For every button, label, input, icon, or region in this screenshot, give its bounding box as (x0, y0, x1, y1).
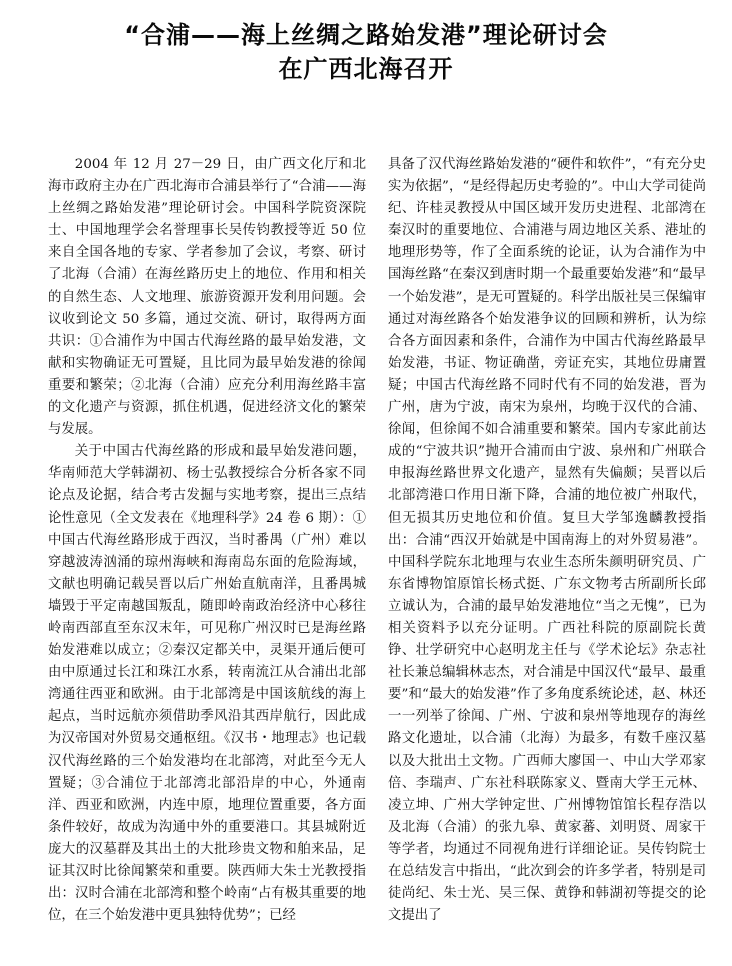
right-column (388, 154, 706, 954)
paragraph: 具备了汉代海丝路始发港的“硬件和软件”，“有充分史实为依据”，“是经得起历史考验的”。中山大学司徒尚纪、许桂灵教授从中国区域开发历史进程、北部湾在秦汉时的重要地位、合浦港与周边地区关系、港址的地理形势等，作了全面系统的论证，认为合浦作为中国海丝路“在秦汉到唐时期一个最重要始发港”和“最早一个始发港”，是无可置疑的。科学出版社吴三保编审通过对海丝路各个始发港争议的回顾和辨析，认为综合各方面因素和条件，合浦作为中国古代海丝路最早始发港，书证、物证确凿，旁证充实，其地位毋庸置疑；中国古代海丝路不同时代有不同的始发港，晋为广州，唐为宁波，南宋为泉州，均晚于汉代的合浦、徐闻，但徐闻不如合浦重要和繁荣。国内专家此前达成的“宁波共识”抛开合浦而由宁波、泉州和广州联合申报海丝路世界文化遗产，显然有失偏颇；吴晋以后北部湾港口作用日渐下降，合浦的地位被广州取代，但无损其历史地位和价值。复旦大学邹逸麟教授指出：合浦“西汉开始就是中国南海上的对外贸易港”。中国科学院东北地理与农业生态所朱颜明研究员、广东省博物馆原馆长杨式挺、广东文物考古所副所长邱立诚认为，合浦的最早始发港地位“当之无愧”，已为相关资料予以充分证明。广西社科院的原副院长黄铮、壮学研究中心赵明龙主任与《学术论坛》杂志社社长兼总编辑林志杰，对合浦是中国汉代“最早、最重要”和“最大的始发港”作了多角度系统论述，赵、林还一一列举了徐闻、广州、宁波和泉州等地现存的海丝路文化遗址，以合浦（北海）为最多，有数千座汉墓以及大批出土文物。广西师大廖国一、中山大学邓家倍、李瑞声、广东社科联陈家义、暨南大学王元林、凌立坤、广州大学钟定世、广州博物馆馆长程存浩以及北海（合浦）的张九皋、黄家蕃、刘明贤、周家干等学者，均通过不同视角进行详细论证。吴传钧院士在总结发言中指出，“此次到会的许多学者，特别是司徒尚纪、朱士光、吴三保、黄铮和韩湖初等提交的论文提出了 (388, 157, 706, 924)
paragraph: 2004 年 12 月 27－29 日，由广西文化厅和北海市政府主办在广西北海市合浦县举行了“合浦——海上丝绸之路始发港”理论研讨会。中国科学院资深院士、中国地理学会名誉理事长吴传钧教授等近 50 位来自全国各地的专家、学者参加了会议，考察、研讨了北海（合浦）在海丝路历史上的地位、作用和相关的自然生态、人文地理、旅游资源开发利用问题。会议收到论文 50 多篇，通过交流、研讨，取得两方面共识：①合浦作为中国古代海丝路的最早始发港，文献和实物确证无可置疑，且比同为最早始发港的徐闻重要和繁荣；②北海（合浦）应充分利用海丝路丰富的文化遗产与资源，抓住机遇，促进经济文化的繁荣与发展。 (48, 157, 366, 438)
title-line-1: “合浦——海上丝绸之路始发港”理论研讨会 (124, 21, 608, 49)
paragraph: 关于中国古代海丝路的形成和最早始发港问题，华南师范大学韩湖初、杨士弘教授综合分析各家不同论点及论据，结合考古发掘与实地考察，提出三点结论性意见（全文发表在《地理科学》24 卷 6 期）：①中国古代海丝路形成于西汉，当时番禺（广州）难以穿越波涛汹涌的琼州海峡和海南岛东面的危险海域，文献也明确记载吴晋以后广州始直航南洋，且番禺城墙毁于平定南越国叛乱，随即岭南政治经济中心移往岭南西部直至东汉末年，可见称广州汉时已是海丝路始发港难以成立；②秦汉定都关中，灵渠开通后便可由中原通过长江和珠江水系，转南流江从合浦出北部湾通往西亚和欧洲。由于北部湾是中国该航线的海上起点，当时远航亦须借助季风沿其西岸航行，因此成为汉帝国对外贸易交通枢纽。《汉书・地理志》也记载汉代海丝路的三个始发港均在北部湾，对此至今无人置疑；③合浦位于北部湾北部沿岸的中心，外通南洋、西亚和欧洲，内连中原，地理位置重要，各方面条件较好，故成为沟通中外的重要港口。其县城附近庞大的汉墓群及其出土的大批珍贵文物和舶来品，足证其汉时比徐闻繁荣和重要。陕西师大朱士光教授指出：汉时合浦在北部湾和整个岭南“占有极其重要的地位，在三个始发港中更具独特优势”；已经 (48, 444, 366, 924)
title-line-2: 在广西北海召开 (278, 55, 454, 83)
left-column (48, 154, 366, 954)
article-title (0, 18, 732, 86)
